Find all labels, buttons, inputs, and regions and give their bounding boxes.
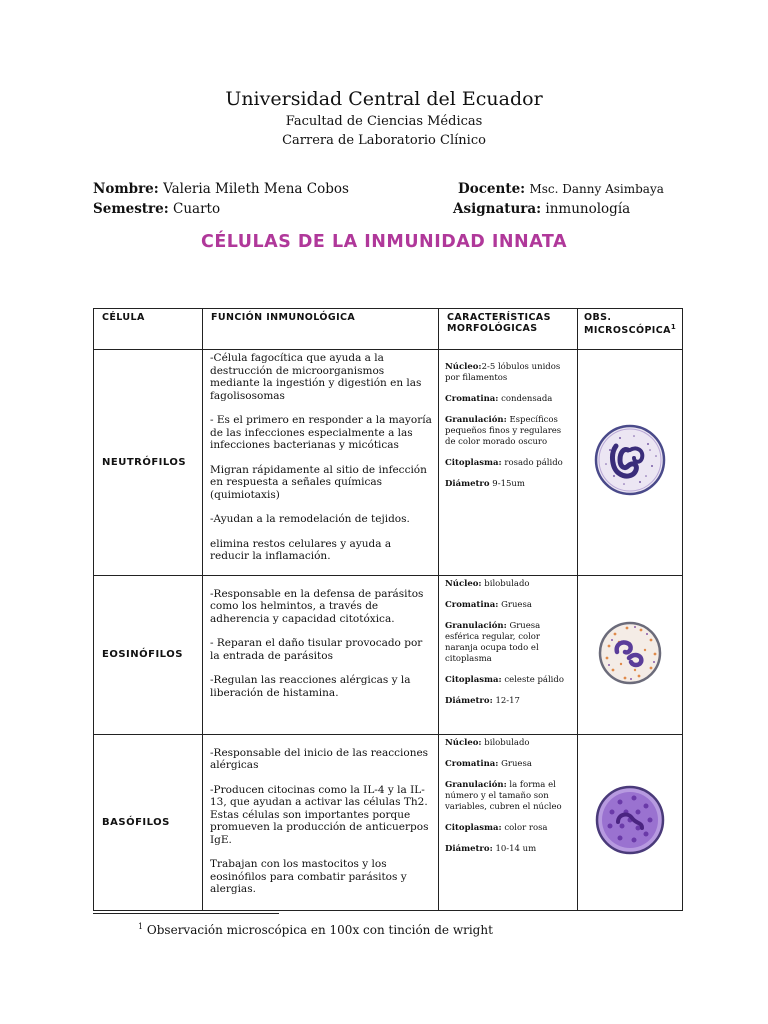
table-row: [94, 734, 683, 910]
function-item: Migran rápidamente al sitio de infección en respuesta a señales químicas (quimiotaxis): [210, 463, 427, 501]
career-name: Carrera de Laboratorio Clínico: [282, 133, 486, 148]
chromatin-label: Cromatina:: [445, 599, 499, 610]
nucleus-label: Núcleo:: [445, 737, 482, 748]
subject-label: Asignatura:: [453, 201, 542, 217]
function-item: -Célula fagocítica que ayuda a la destrucción de microorganismos mediante la ingestión y digestión en las fagolisosomas: [210, 352, 422, 402]
neutrophil-micrograph: [590, 420, 670, 500]
student-name: [93, 181, 349, 197]
cytoplasm-label: Citoplasma:: [445, 822, 502, 833]
nucleus-label: Núcleo:: [445, 362, 482, 372]
diameter-label: Diámetro:: [445, 695, 493, 706]
cell-name: NEUTRÓFILOS: [94, 350, 203, 576]
cytoplasm-value: celeste pálido: [504, 674, 564, 685]
name-label: Nombre:: [93, 181, 159, 197]
basophil-micrograph: [592, 782, 668, 858]
chromatin-value: Gruesa: [501, 599, 532, 610]
granulation-value: Específicos pequeños finos y regulares de color morado oscuro: [445, 415, 562, 447]
function-list: [203, 575, 439, 734]
function-item: elimina restos celulares y ayuda a reducir la inflamación.: [210, 537, 392, 562]
diameter-value: 12-17: [495, 695, 520, 706]
chromatin-line: [445, 759, 573, 770]
chromatin-label: Cromatina:: [445, 758, 499, 769]
morphology-list: [439, 575, 578, 734]
morphology-list: [439, 734, 578, 910]
nucleus-line: [445, 579, 573, 590]
nucleus-value: bilobulado: [484, 737, 530, 748]
semester-label: Semestre:: [93, 201, 169, 217]
header-cell-function: FUNCIÓN INMUNOLÓGICA: [203, 309, 439, 350]
cytoplasm-value: rosado pálido: [504, 458, 563, 468]
nucleus-label: Núcleo:: [445, 578, 482, 589]
diameter-value: 9-15um: [492, 479, 525, 489]
footnote-ref: 1: [670, 323, 677, 331]
granulation-label: Granulación:: [445, 779, 507, 790]
chromatin-value: Gruesa: [501, 758, 532, 769]
cells-table: [93, 308, 683, 911]
function-list: [203, 734, 439, 910]
semester: [93, 201, 220, 217]
footnote: [138, 922, 493, 937]
function-item: -Responsable del inicio de las reacciones alérgicas: [210, 746, 429, 771]
faculty-name: Facultad de Ciencias Médicas: [285, 114, 483, 129]
cytoplasm-line: [445, 675, 573, 686]
function-item: - Reparan el daño tisular provocado por la entrada de parásitos: [210, 637, 423, 662]
cytoplasm-label: Citoplasma:: [445, 674, 502, 685]
chromatin-value: condensada: [501, 394, 553, 404]
function-item: -Regulan las reacciones alérgicas y la liberación de histamina.: [210, 674, 411, 699]
name-value: Valeria Mileth Mena Cobos: [163, 181, 349, 197]
diameter-line: [445, 479, 573, 490]
cytoplasm-line: [445, 458, 573, 469]
chromatin-label: Cromatina:: [445, 394, 499, 404]
table-row: [94, 575, 683, 734]
nucleus-line: [445, 738, 573, 749]
table-row: [94, 350, 683, 576]
nucleus-value: bilobulado: [484, 578, 530, 589]
teacher-label: Docente:: [458, 181, 526, 197]
footnote-mark: 1: [138, 922, 144, 931]
semester-value: Cuarto: [173, 201, 221, 217]
diameter-label: Diámetro: [445, 479, 490, 489]
function-list: [203, 350, 439, 576]
teacher-value: Msc. Danny Asimbaya: [529, 182, 664, 196]
function-item: -Producen citocinas como la IL-4 y la IL-13, que ayudan a activar las células Th2. Estas células son importantes porque promueven la producción de anticuerpos IgE.: [210, 783, 429, 846]
header-cell-morphology: CARACTERÍSTICAS MORFOLÓGICAS: [439, 309, 578, 350]
chromatin-line: [445, 394, 573, 405]
teacher: [458, 181, 664, 197]
granulation-value: Gruesa esférica regular, color naranja ocupa todo el citoplasma: [445, 620, 541, 664]
cytoplasm-label: Citoplasma:: [445, 458, 502, 468]
diameter-line: [445, 844, 573, 855]
cytoplasm-value: color rosa: [504, 822, 548, 833]
basophil-image-cell: [578, 734, 683, 910]
granulation-label: Granulación:: [445, 415, 507, 425]
granulation-label: Granulación:: [445, 620, 507, 631]
granulation-value: la forma el número y el tamaño son variables, cubren el núcleo: [445, 779, 562, 812]
granulation-line: [445, 621, 573, 665]
function-item: -Ayudan a la remodelación de tejidos.: [210, 513, 410, 525]
observation-header-label: OBS. MICROSCÓPICA: [584, 312, 671, 337]
university-name: Universidad Central del Ecuador: [225, 88, 543, 110]
diameter-line: [445, 696, 573, 707]
footnote-text: Observación microscópica en 100x con tinción de wright: [143, 923, 493, 937]
nucleus-line: [445, 362, 573, 384]
cell-name: EOSINÓFILOS: [94, 575, 203, 734]
diameter-value: 10-14 um: [495, 843, 537, 854]
eosinophil-image-cell: [578, 575, 683, 734]
eosinophil-micrograph: [595, 618, 665, 688]
header-cell-observation: [578, 309, 683, 350]
cytoplasm-line: [445, 823, 573, 834]
header-cell-cell: CÉLULA: [94, 309, 203, 350]
nucleus-value: 2-5 lóbulos unidos por filamentos: [445, 362, 561, 383]
subject: [453, 201, 630, 217]
granulation-line: [445, 780, 573, 813]
function-item: -Responsable en la defensa de parásitos como los helmintos, a través de adherencia y capacidad citotóxica.: [210, 587, 424, 625]
footnote-divider: [93, 913, 279, 914]
function-item: - Es el primero en responder a la mayoría de las infecciones especialmente a las infecciones bacterianas y micóticas: [210, 414, 432, 451]
neutrophil-image-cell: [578, 350, 683, 576]
morphology-list: [439, 350, 578, 576]
cell-name: BASÓFILOS: [94, 734, 203, 910]
function-item: Trabajan con los mastocitos y los eosinófilos para combatir parásitos y alergias.: [210, 858, 407, 895]
subject-value: inmunología: [545, 201, 631, 217]
page-title: CÉLULAS DE LA INMUNIDAD INNATA: [200, 232, 568, 252]
table-header-row: [94, 309, 683, 350]
granulation-line: [445, 415, 573, 448]
chromatin-line: [445, 600, 573, 611]
diameter-label: Diámetro:: [445, 843, 493, 854]
